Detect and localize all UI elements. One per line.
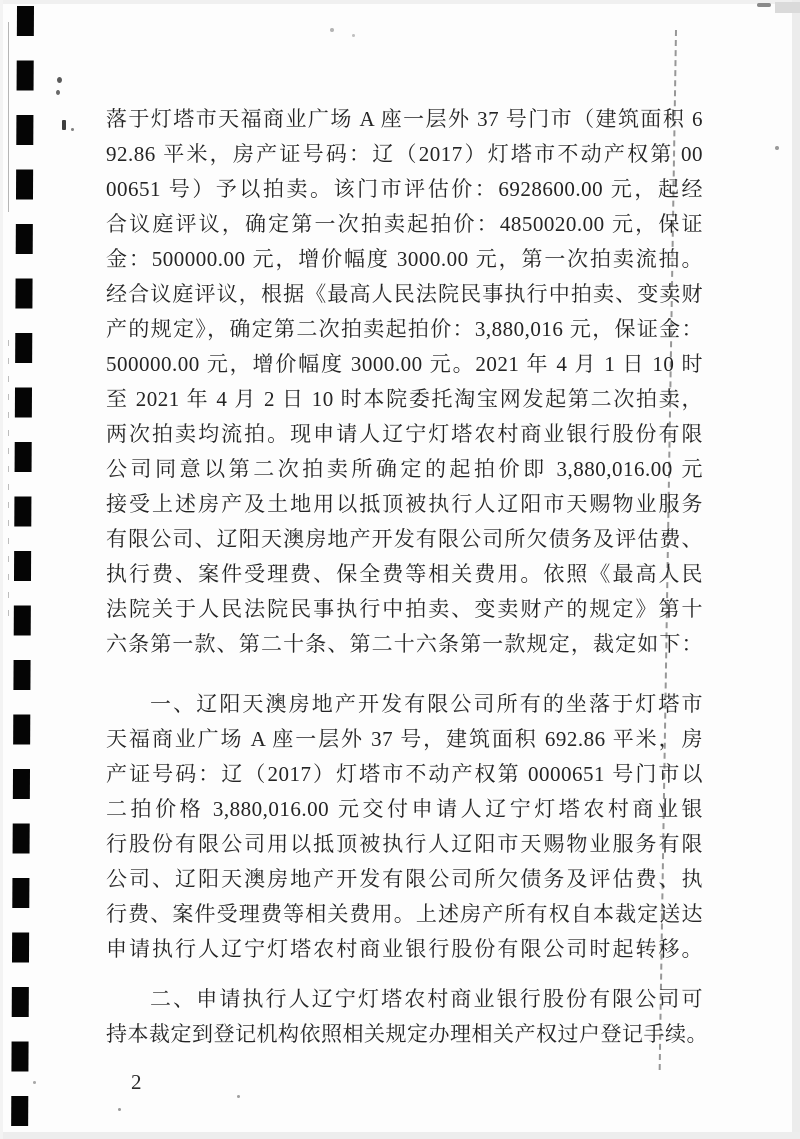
text-line: 至 2021 年 4 月 2 日 10 时本院委托淘宝网发起第二次拍卖， [106, 387, 703, 411]
text-line: 申请执行人辽宁灯塔农村商业银行股份有限公司时起转移。 [106, 937, 703, 961]
scan-hairline-dotted [8, 340, 9, 620]
scan-speck [237, 1095, 240, 1098]
scan-edge-bottom [0, 1132, 800, 1139]
text-line: 经合议庭评议，根据《最高人民法院民事执行中拍卖、变卖财 [106, 282, 703, 306]
scan-speck [71, 128, 74, 131]
text-line: 行股份有限公司用以抵顶被执行人辽阳市天赐物业服务有限 [106, 832, 703, 856]
scan-hairline [8, 22, 9, 212]
scan-speck [56, 90, 60, 95]
text-line: 接受上述房产及土地用以抵顶被执行人辽阳市天赐物业服务 [106, 492, 703, 516]
scan-speck [57, 77, 62, 83]
scan-speck [775, 146, 779, 150]
scan-speck [352, 34, 355, 37]
text-line: 00651 号）予以拍卖。该门市评估价：6928600.00 元，起经 [106, 177, 703, 201]
text-line: 合议庭评议，确定第一次拍卖起拍价：4850020.00 元，保证 [106, 212, 703, 236]
text-line: 金：500000.00 元，增价幅度 3000.00 元，第一次拍卖流拍。 [106, 247, 703, 271]
text-line: 天福商业广场 A 座一层外 37 号，建筑面积 692.86 平米，房 [106, 727, 703, 751]
text-line: 落于灯塔市天福商业广场 A 座一层外 37 号门市（建筑面积 6 [106, 107, 703, 131]
text-line: 持本裁定到登记机构依照相关规定办理相关产权过户登记手续。 [106, 1022, 708, 1046]
scan-speck [33, 1081, 36, 1084]
text-line: 二、申请执行人辽宁灯塔农村商业银行股份有限公司可 [150, 987, 703, 1011]
paragraph-item-two [106, 982, 708, 1052]
document-body [106, 102, 708, 1052]
text-line: 公司同意以第二次拍卖所确定的起拍价即 3,880,016.00 元 [106, 457, 703, 481]
scan-smudge [757, 3, 771, 7]
scan-edge-top [0, 0, 800, 4]
text-line: 有限公司、辽阳天澳房地产开发有限公司所欠债务及评估费、 [106, 527, 703, 551]
text-line: 92.86 平米，房产证号码：辽（2017）灯塔市不动产权第 00 [106, 142, 703, 166]
scan-corner-artifact [775, 2, 800, 13]
spiral-binding-marks [11, 6, 34, 1131]
text-line: 公司、辽阳天澳房地产开发有限公司所欠债务及评估费、执 [106, 867, 703, 891]
text-line: 行费、案件受理费等相关费用。上述房产所有权自本裁定送达 [106, 902, 703, 926]
paragraph-continuation [106, 102, 703, 662]
text-line: 产的规定》，确定第二次拍卖起拍价：3,880,016 元，保证金： [106, 317, 703, 341]
text-line: 一、辽阳天澳房地产开发有限公司所有的坐落于灯塔市 [150, 692, 703, 716]
text-line: 产证号码：辽（2017）灯塔市不动产权第 0000651 号门市以 [106, 762, 703, 786]
scan-edge-left [0, 0, 3, 1139]
page-number: 2 [131, 1070, 142, 1094]
text-line: 法院关于人民法院民事执行中拍卖、变卖财产的规定》第十 [106, 597, 703, 621]
scan-edge-right [792, 0, 800, 1139]
scan-speck [62, 120, 66, 130]
text-line: 执行费、案件受理费、保全费等相关费用。依照《最高人民 [106, 562, 703, 586]
scan-speck [330, 28, 334, 32]
text-line: 两次拍卖均流拍。现申请人辽宁灯塔农村商业银行股份有限 [106, 422, 703, 446]
scan-speck [118, 1108, 121, 1111]
text-line: 500000.00 元，增价幅度 3000.00 元。2021 年 4 月 1 日 10 时 [106, 352, 703, 376]
paragraph-item-one [106, 687, 703, 967]
text-line: 二拍价格 3,880,016.00 元交付申请人辽宁灯塔农村商业银 [106, 797, 703, 821]
text-line: 六条第一款、第二十条、第二十六条第一款规定，裁定如下： [106, 632, 703, 656]
